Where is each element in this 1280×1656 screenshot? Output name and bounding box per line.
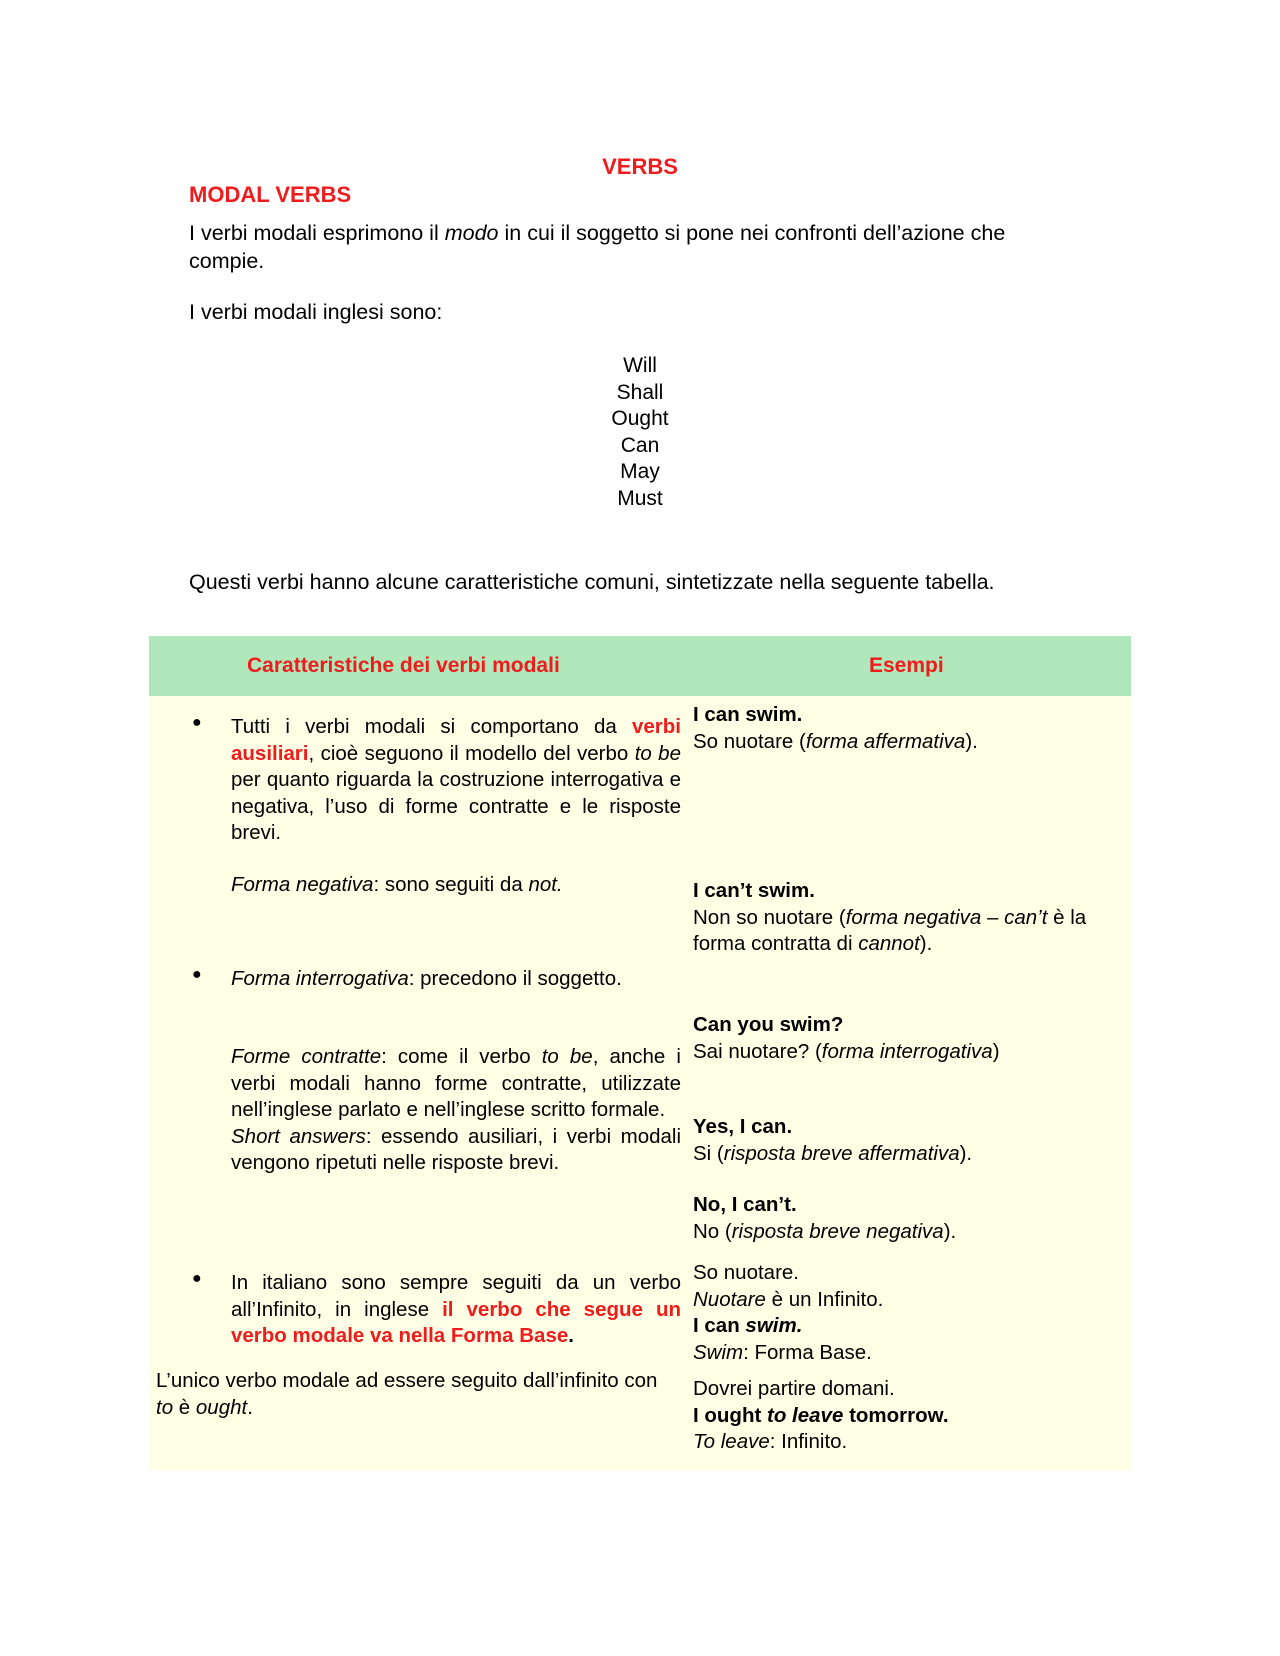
characteristic-interrogative: Forma interrogativa: precedono il soggetto. <box>231 967 622 990</box>
example-interrogative: Can you swim? Sai nuotare? (forma interrogativa) <box>693 1013 1000 1063</box>
characteristic-contracted: Forme contratte: come il verbo to be, anche i verbi modali hanno forme contratte, utilizzate nell’inglese parlato e nell’inglese scritto formale. Short answers: essendo ausiliari, i verbi modali vengono ripetuti nelle risposte brevi. <box>231 1045 682 1174</box>
column-header-examples: Esempi <box>869 654 944 677</box>
intro-paragraph: I verbi modali esprimono il modo in cui il soggetto si pone nei confronti dell’azione che compie. <box>189 221 1006 273</box>
table-intro: Questi verbi hanno alcune caratteristiche comuni, sintetizzate nella seguente tabella. <box>189 570 995 594</box>
characteristic-base-form: In italiano sono sempre seguiti da un verbo all’Infinito, in inglese il verbo che segue un verbo modale va nella Forma Base. <box>231 1271 681 1347</box>
example-negative: I can’t swim. Non so nuotare (forma negativa – can’t è la forma contratta di cannot). <box>693 879 1087 955</box>
list-intro: I verbi modali inglesi sono: <box>189 300 443 324</box>
characteristic-auxiliary: Tutti i verbi modali si comportano da verbi ausiliari, cioè seguono il modello del verbo to be per quanto riguarda la costruzione interrogativa e negativa, l’uso di forme contratte e le risposte brevi. <box>231 715 681 844</box>
bullet-icon: ● <box>192 714 202 731</box>
table-header <box>149 636 1131 696</box>
list-item: Must <box>617 486 663 510</box>
bullet-icon: ● <box>192 1270 202 1287</box>
characteristic-ought: L’unico verbo modale ad essere seguito dall’infinito con to è ought. <box>156 1369 658 1419</box>
section-title: MODAL VERBS <box>189 182 352 207</box>
list-item: Can <box>620 433 660 457</box>
column-header-characteristics: Caratteristiche dei verbi modali <box>247 654 560 677</box>
list-item: May <box>620 460 660 483</box>
list-item: Will <box>623 354 657 377</box>
bullet-icon: ● <box>192 966 202 983</box>
example-base-form: So nuotare. Nuotare è un Infinito. I can swim. Swim: Forma Base. <box>693 1261 884 1364</box>
example-short-negative: No, I can’t. No (risposta breve negativa). <box>693 1193 957 1243</box>
list-item: Ought <box>611 407 669 430</box>
example-affirmative: I can swim. So nuotare (forma affermativa). <box>693 703 978 753</box>
modal-verbs-list <box>0 353 1280 512</box>
characteristic-negative: Forma negativa: sono seguiti da not. <box>231 873 563 896</box>
list-item: Shall <box>616 380 664 404</box>
page-title: VERBS <box>602 154 678 179</box>
example-short-affirmative: Yes, I can. Si (risposta breve affermativa). <box>693 1115 973 1165</box>
modal-verbs-table <box>149 636 1131 1470</box>
example-ought: Dovrei partire domani. I ought to leave tomorrow. To leave: Infinito. <box>693 1377 949 1453</box>
